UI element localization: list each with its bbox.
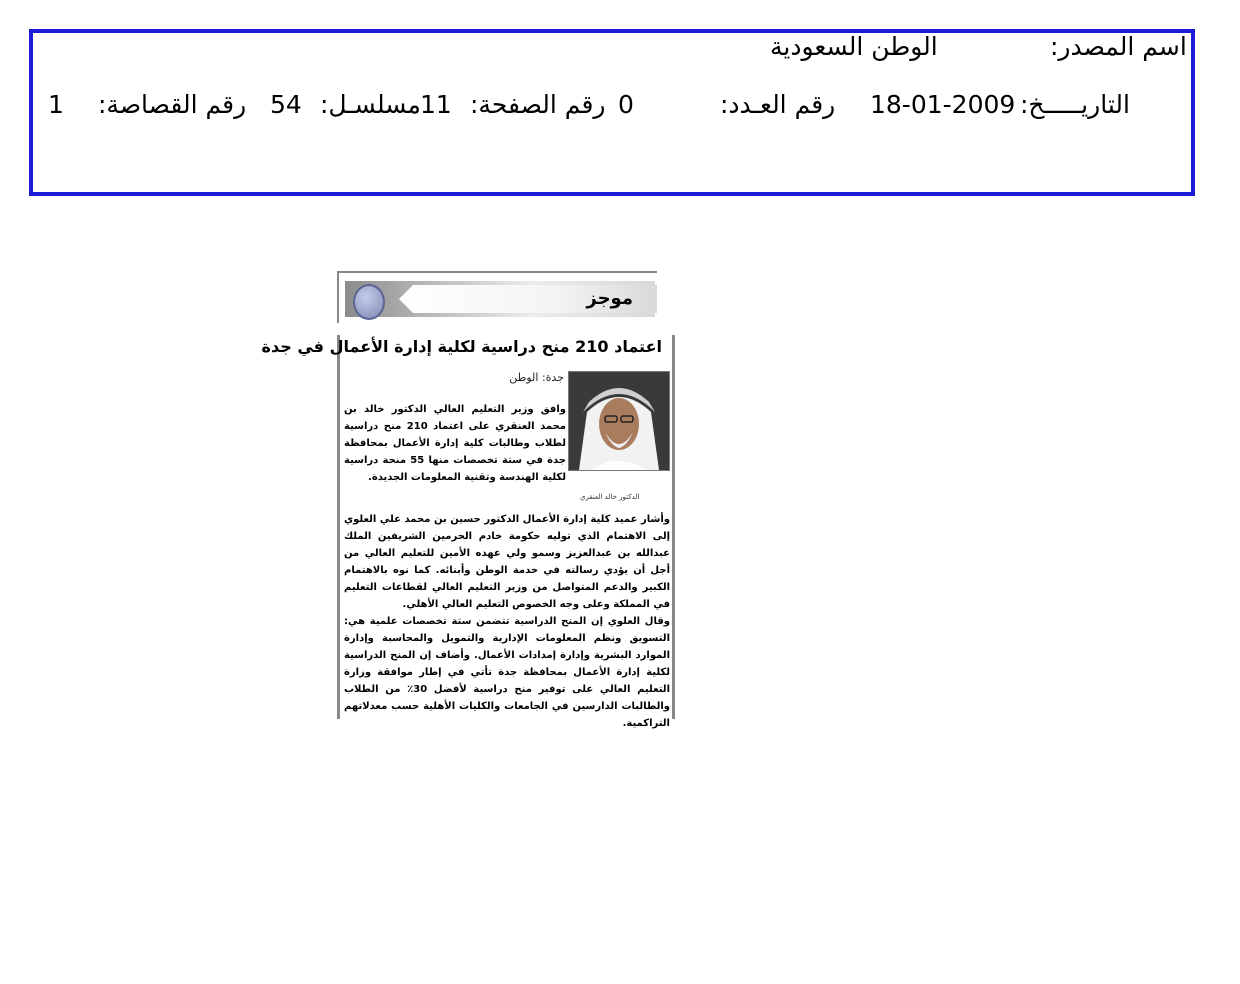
serial-label: مسلسـل: (320, 90, 421, 119)
clip-number-label: رقم القصاصة: (98, 90, 247, 119)
page-label: رقم الصفحة: (470, 90, 606, 119)
photo-caption: الدكتور خالد العنقري (580, 493, 640, 501)
date-value: 18-01-2009 (870, 90, 1016, 119)
source-value: الوطن السعودية (770, 32, 938, 61)
page-value: 11 (420, 90, 452, 119)
section-bullet-icon (353, 284, 385, 320)
article-body-wide (344, 511, 670, 732)
portrait-photo (568, 371, 670, 471)
article-paragraph-1 (344, 387, 566, 486)
source-label: اسم المصدر: (1050, 32, 1187, 61)
paragraph-1-text: وافق وزير التعليم العالي الدكتور خالد بن محمد العنقري على اعتماد 210 منح دراسية لطلاب وطالبات كلية إدارة الأعمال بمحافظة جدة في ستة تخصصات منها 55 منحة دراسية لكلية الهندسة وتقنية المعلومات الجديدة. (344, 404, 566, 483)
issue-value: 0 (618, 90, 634, 119)
article-headline: اعتماد 210 منح دراسية لكلية إدارة الأعمال في جدة (261, 337, 662, 356)
date-label: التاريـــــخ: (1020, 90, 1130, 119)
paragraph-2-text: وأشار عميد كلية إدارة الأعمال الدكتور حسين بن محمد علي العلوي إلى الاهتمام الذي توليه حكومة خادم الحرمين الشريفين الملك عبدالله بن عبدالعزيز وسمو ولي عهده الأمين للتعليم العالي من أجل أن يؤدي رسالته في خدمة الوطن وأبنائه. كما نوه بالاهتمام الكبير والدعم المتواصل من وزير التعليم العالي لقطاعات التعليم في المملكة وعلى وجه الخصوص التعليم العالي الأهلي. (344, 514, 670, 610)
section-banner (337, 271, 657, 323)
article-byline: جدة: الوطن (509, 371, 564, 384)
issue-label: رقم العـدد: (720, 90, 836, 119)
section-title: موجز (586, 288, 633, 309)
clip-number-value: 1 (48, 90, 64, 119)
portrait-icon (569, 372, 669, 470)
serial-value: 54 (270, 90, 302, 119)
paragraph-3-text: وقال العلوي إن المنح الدراسية تتضمن ستة تخصصات علمية هي: التسويق ونظم المعلومات الإدارية والتمويل والمحاسبة وإدارة الموارد البشرية وإدارة إمدادات الأعمال. وأضاف إن المنح الدراسية لكلية إدارة الأعمال بمحافظة جدة تأتي في إطار موافقة وزارة التعليم العالي على توفير منح دراسية لأفضل 30٪ من الطلاب والطالبات الدارسين في الجامعات والكليات الأهلية حسب معدلاتهم التراكمية. (344, 616, 670, 729)
newspaper-clipping (261, 271, 675, 729)
article (261, 335, 675, 729)
